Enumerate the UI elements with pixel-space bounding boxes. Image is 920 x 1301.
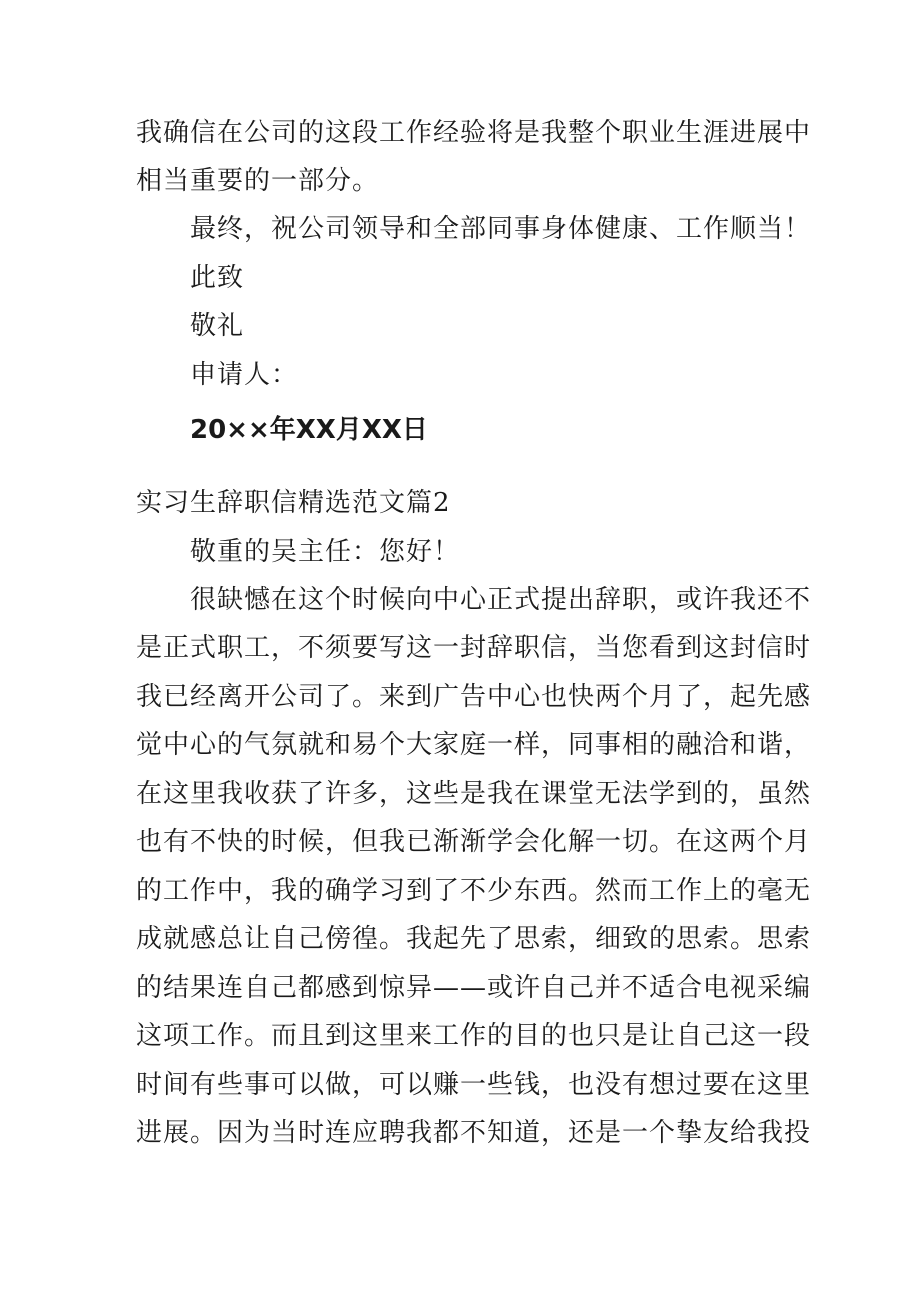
body-line: 也有不快的时候，但我已渐渐学会化解一切。在这两个月: [136, 827, 812, 857]
body-line: 是正式职工，不须要写这一封辞职信，当您看到这封信时: [136, 633, 812, 663]
applicant-label: 申请人：: [190, 360, 299, 390]
body-line: 觉中心的气氛就和易个大家庭一样，同事相的融洽和谐，: [136, 730, 812, 760]
paragraph-line: 我确信在公司的这段工作经验将是我整个职业生涯进展中: [136, 118, 812, 148]
body-line: 时间有些事可以做，可以赚一些钱，也没有想过要在这里: [136, 1070, 812, 1100]
closing-wishes: 最终，祝公司领导和全部同事身体健康、工作顺当！: [190, 214, 812, 244]
body-line: 的工作中，我的确学习到了不少东西。然而工作上的毫无: [136, 876, 812, 906]
letter-greeting: 敬重的吴主任：您好！: [190, 537, 461, 567]
body-line: 进展。因为当时连应聘我都不知道，还是一个挚友给我投: [136, 1118, 812, 1148]
letter-date: 20××年XX月XX日: [190, 415, 428, 445]
salutation-line: 敬礼: [190, 311, 245, 341]
paragraph-line: 相当重要的一部分。: [136, 166, 380, 196]
salutation-line: 此致: [190, 263, 245, 293]
body-line: 我已经离开公司了。来到广告中心也快两个月了，起先感: [136, 682, 812, 712]
body-line: 这项工作。而且到这里来工作的目的也只是让自己这一段: [136, 1021, 812, 1051]
body-line: 很缺憾在这个时候向中心正式提出辞职，或许我还不: [190, 585, 812, 615]
section-heading: 实习生辞职信精选范文篇2: [136, 488, 451, 518]
body-line: 的结果连自己都感到惊异——或许自己并不适合电视采编: [136, 973, 812, 1003]
body-line: 在这里我收获了许多，这些是我在课堂无法学到的，虽然: [136, 779, 812, 809]
body-line: 成就感总让自己傍徨。我起先了思索，细致的思索。思索: [136, 924, 812, 954]
